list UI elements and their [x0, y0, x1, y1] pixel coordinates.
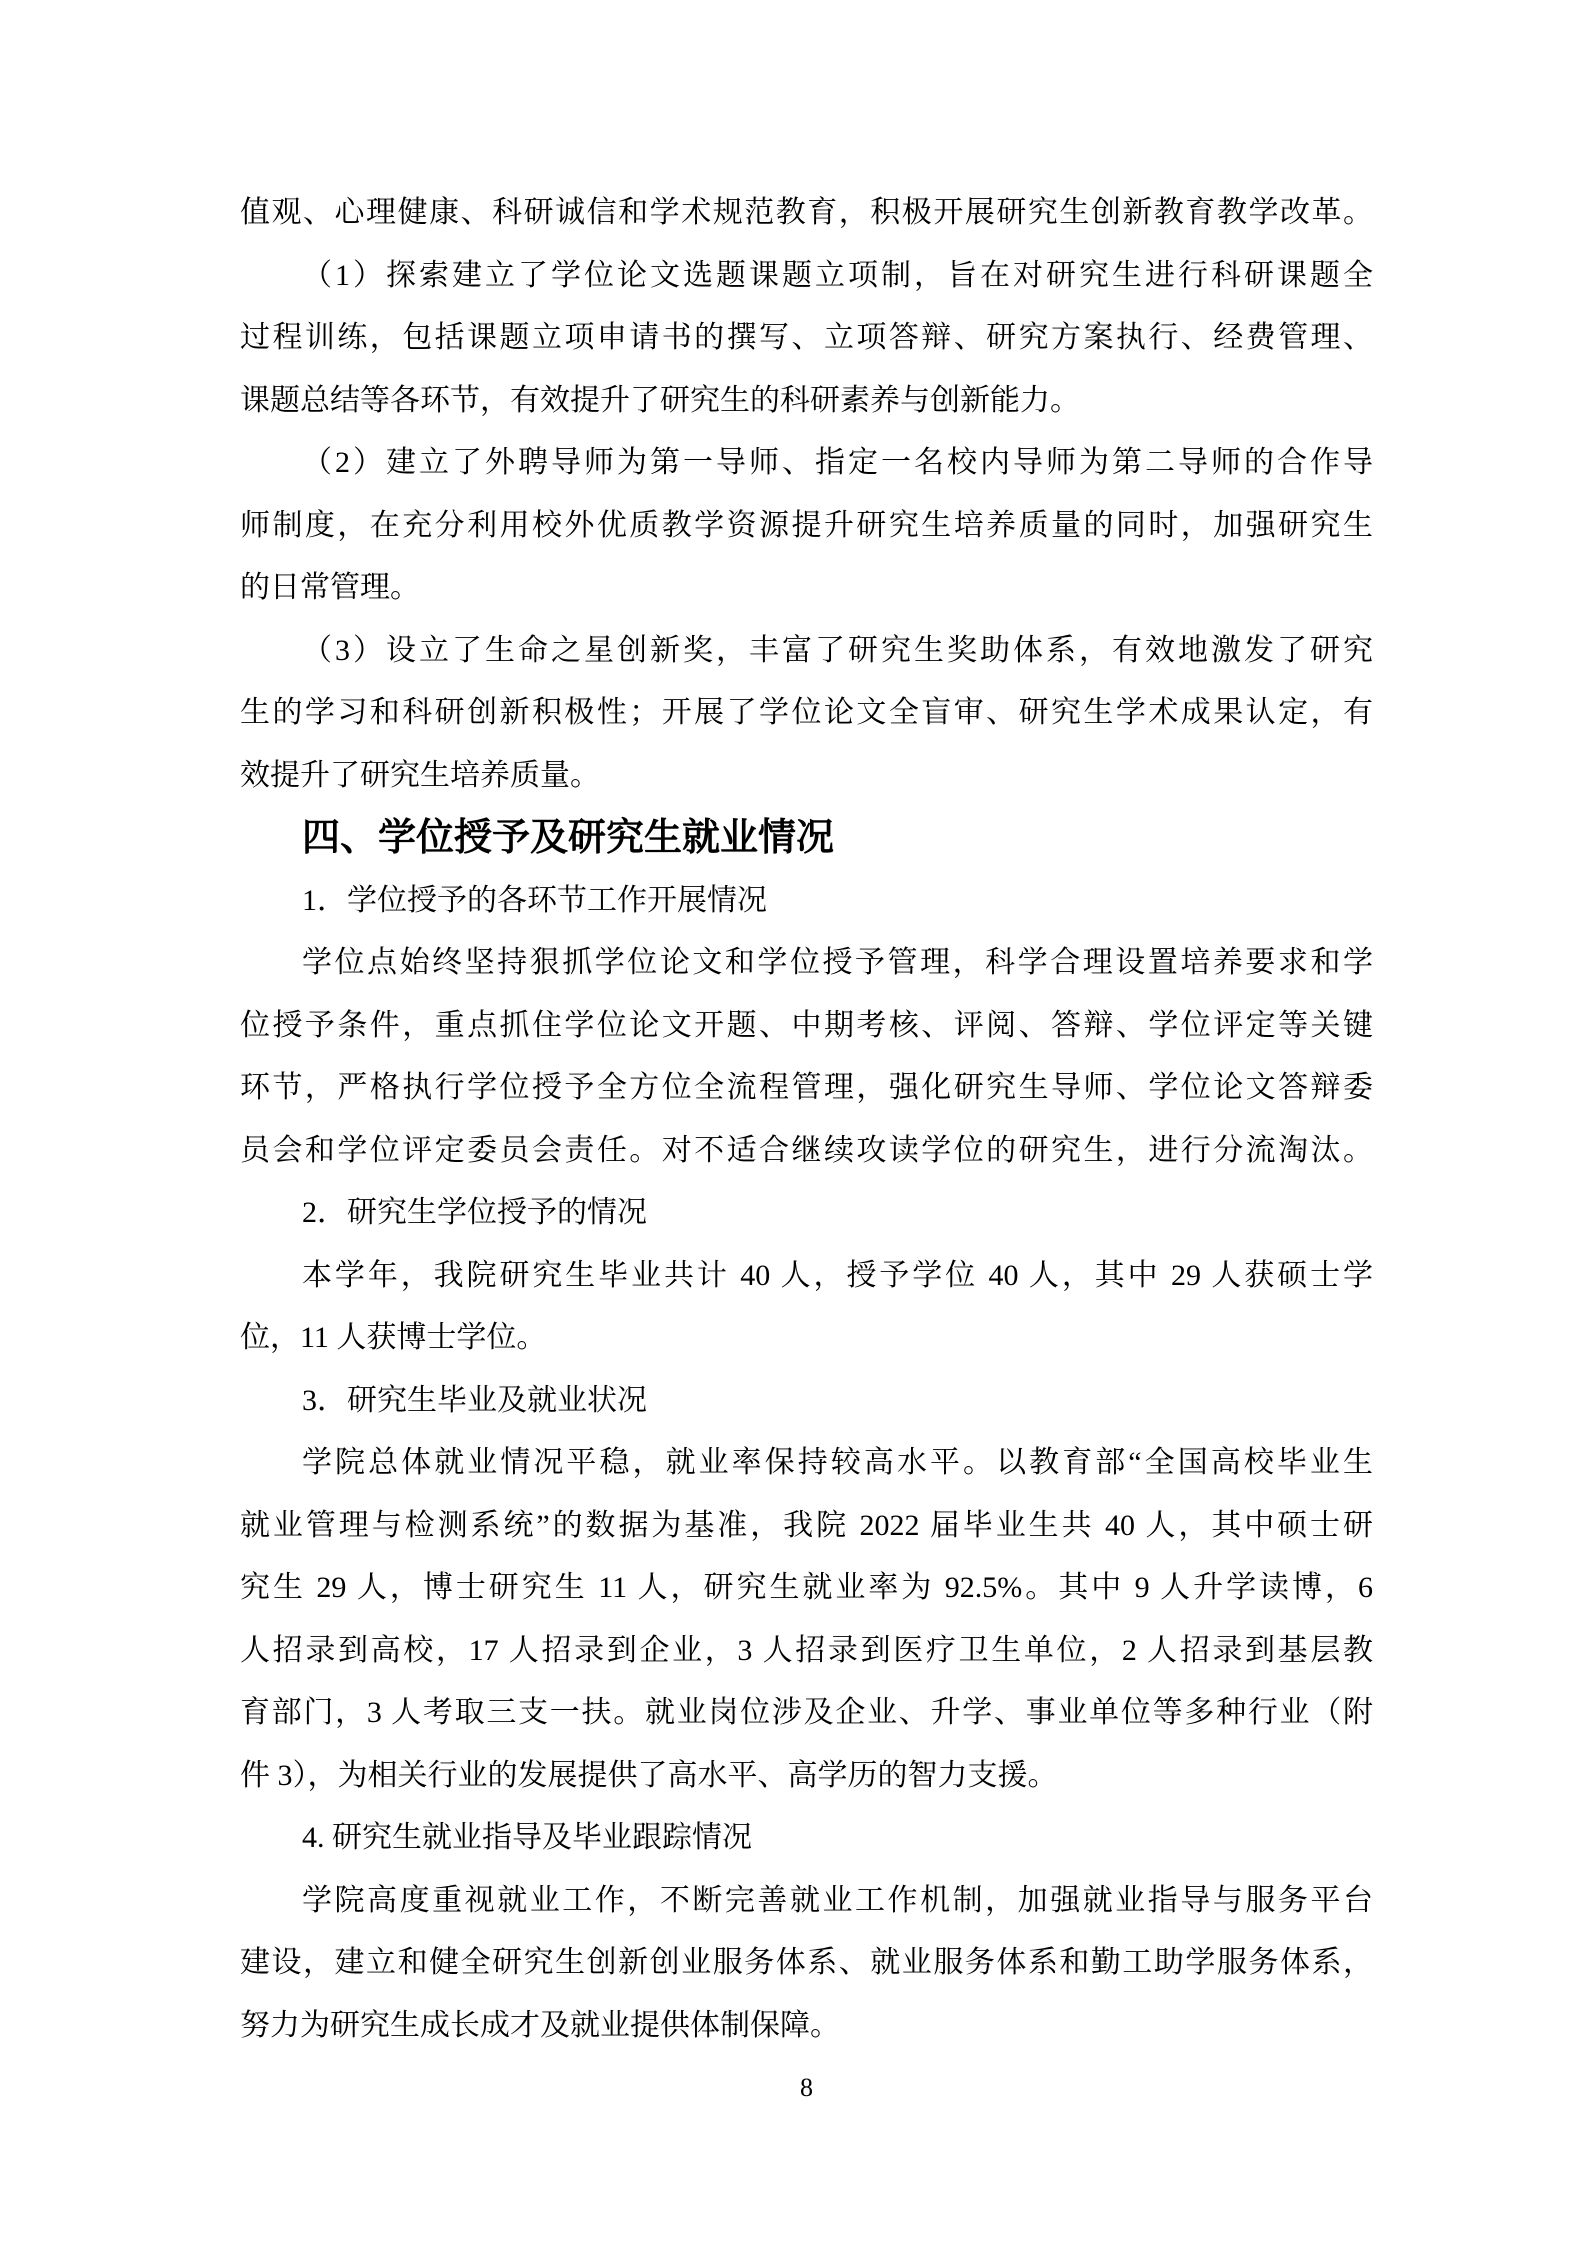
- text-line: 人招录到高校，17 人招录到企业，3 人招录到医疗卫生单位，2 人招录到基层教: [240, 1633, 1373, 1667]
- text-line: 生的学习和科研创新积极性；开展了学位论文全盲审、研究生学术成果认定，有: [240, 696, 1373, 729]
- text-line: 建设，建立和健全研究生创新创业服务体系、就业服务体系和勤工助学服务体系，: [240, 1946, 1373, 1979]
- text-line: 师制度，在充分利用校外优质教学资源提升研究生培养质量的同时，加强研究生: [240, 508, 1373, 542]
- text-line: 就业管理与检测系统”的数据为基准，我院 2022 届毕业生共 40 人，其中硕士研: [240, 1508, 1373, 1542]
- text-line: 育部门，3 人考取三支一扶。就业岗位涉及企业、升学、事业单位等多种行业（附: [240, 1696, 1373, 1729]
- text-line: 学院总体就业情况平稳，就业率保持较高水平。以教育部“全国高校毕业生: [302, 1446, 1373, 1479]
- text-line: 学院高度重视就业工作，不断完善就业工作机制，加强就业指导与服务平台: [302, 1883, 1373, 1917]
- text-line: （3）设立了生命之星创新奖，丰富了研究生奖助体系，有效地激发了研究: [302, 633, 1373, 667]
- text-line: 位授予条件，重点抓住学位论文开题、中期考核、评阅、答辩、学位评定等关键: [240, 1008, 1373, 1042]
- page-number: 8: [800, 2073, 813, 2102]
- subsection-title: 4. 研究生就业指导及毕业跟踪情况: [302, 1821, 752, 1854]
- text-line: 位，11 人获博士学位。: [240, 1321, 547, 1354]
- text-line: 效提升了研究生培养质量。: [240, 758, 600, 792]
- text-line: 过程训练，包括课题立项申请书的撰写、立项答辩、研究方案执行、经费管理、: [240, 321, 1373, 354]
- text-line: （1）探索建立了学位论文选题课题立项制，旨在对研究生进行科研课题全: [302, 258, 1373, 292]
- subsection-title: 3．研究生毕业及就业状况: [302, 1383, 647, 1417]
- text-line: 本学年，我院研究生毕业共计 40 人，授予学位 40 人，其中 29 人获硕士学: [302, 1258, 1373, 1292]
- text-line: 环节，严格执行学位授予全方位全流程管理，强化研究生导师、学位论文答辩委: [240, 1071, 1373, 1104]
- text-line: 的日常管理。: [240, 571, 420, 604]
- text-line: 努力为研究生成长成才及就业提供体制保障。: [240, 2008, 840, 2042]
- text-line: 员会和学位评定委员会责任。对不适合继续攻读学位的研究生，进行分流淘汰。: [240, 1133, 1373, 1167]
- text-line: （2）建立了外聘导师为第一导师、指定一名校内导师为第二导师的合作导: [302, 446, 1373, 479]
- text-line: 值观、心理健康、科研诚信和学术规范教育，积极开展研究生创新教育教学改革。: [240, 196, 1373, 229]
- text-line: 件 3），为相关行业的发展提供了高水平、高学历的智力支援。: [240, 1758, 1058, 1792]
- text-line: 学位点始终坚持狠抓学位论文和学位授予管理，科学合理设置培养要求和学: [302, 946, 1373, 979]
- subsection-title: 1．学位授予的各环节工作开展情况: [302, 883, 767, 917]
- subsection-title: 2．研究生学位授予的情况: [302, 1196, 647, 1229]
- text-line: 课题总结等各环节，有效提升了研究生的科研素养与创新能力。: [240, 383, 1080, 417]
- text-line: 究生 29 人，博士研究生 11 人，研究生就业率为 92.5%。其中 9 人升学读博，6: [240, 1571, 1373, 1604]
- document-body: [240, 182, 1373, 2057]
- section-heading: 四、学位授予及研究生就业情况: [302, 817, 835, 859]
